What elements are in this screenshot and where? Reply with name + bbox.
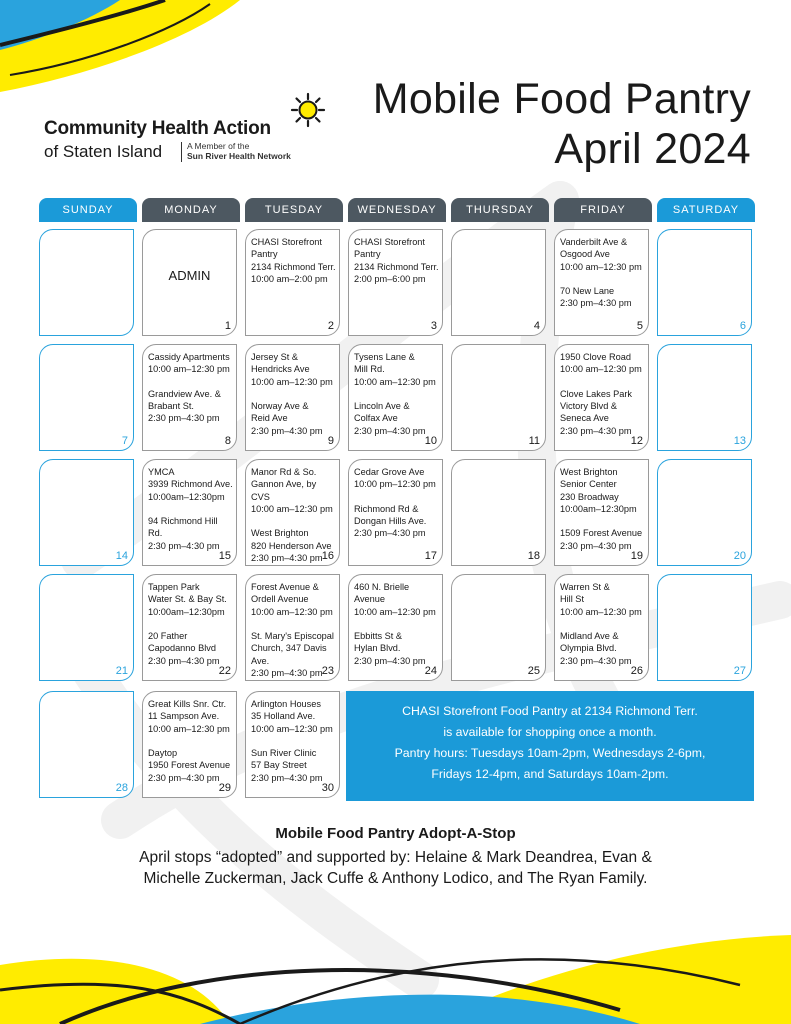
- calendar-day-cell: [142, 574, 237, 681]
- admin-label: ADMIN: [168, 268, 211, 283]
- calendar-day-cell: [142, 459, 237, 566]
- day-schedule: CHASI Storefront Pantry 2134 Richmond Terr. 10:00 am–2:00 pm: [251, 237, 336, 284]
- day-number: 3: [430, 320, 437, 332]
- day-number: 2: [327, 320, 334, 332]
- bottom-blue-swoosh: [200, 995, 640, 1024]
- day-number: 7: [121, 435, 128, 447]
- day-number: 28: [115, 782, 128, 794]
- organization-name: Community Health Action: [44, 118, 271, 139]
- calendar-day-cell: [348, 344, 443, 451]
- calendar-day-cell: [451, 459, 546, 566]
- day-number: 22: [218, 665, 231, 677]
- day-schedule: Arlington Houses 35 Holland Ave. 10:00 am–12:30 pm Sun River Clinic 57 Bay Street 2:30 pm–4:30 pm: [251, 699, 333, 783]
- calendar-day-cell: [245, 574, 340, 681]
- day-header-sunday: SUNDAY: [39, 198, 137, 222]
- calendar-day-cell: [142, 344, 237, 451]
- calendar-day-cell: [554, 344, 649, 451]
- day-number: 10: [424, 435, 437, 447]
- day-number: 1: [224, 320, 231, 332]
- sun-icon: [290, 92, 326, 128]
- day-schedule: Great Kills Snr. Ctr. 11 Sampson Ave. 10:00 am–12:30 pm Daytop 1950 Forest Avenue 2:30 pm–4:30 pm: [148, 699, 231, 783]
- day-number: 30: [321, 782, 334, 794]
- day-schedule: CHASI Storefront Pantry 2134 Richmond Terr. 2:00 pm–6:00 pm: [354, 237, 439, 284]
- day-number: 16: [321, 550, 334, 562]
- calendar-day-cell: [657, 574, 752, 681]
- day-schedule: Tappen Park Water St. & Bay St. 10:00am–12:30pm 20 Father Capodanno Blvd 2:30 pm–4:30 pm: [148, 582, 227, 666]
- bottom-black-line-3: [0, 984, 240, 1024]
- storefront-info-box: [346, 691, 754, 801]
- day-number: 27: [733, 665, 746, 677]
- bottom-black-line: [60, 970, 620, 1024]
- day-number: 9: [327, 435, 334, 447]
- day-number: 6: [739, 320, 746, 332]
- calendar-day-cell: [348, 574, 443, 681]
- day-header-thursday: THURSDAY: [451, 198, 549, 222]
- day-schedule: Cassidy Apartments 10:00 am–12:30 pm Grandview Ave. & Brabant St. 2:30 pm–4:30 pm: [148, 352, 230, 424]
- day-number: 20: [733, 550, 746, 562]
- day-number: 25: [527, 665, 540, 677]
- info-line-1: CHASI Storefront Food Pantry at 2134 Richmond Terr.: [402, 704, 698, 718]
- calendar-day-cell: [451, 574, 546, 681]
- day-header-tuesday: TUESDAY: [245, 198, 343, 222]
- day-number: 19: [630, 550, 643, 562]
- calendar-day-cell: [245, 459, 340, 566]
- calendar-day-cell: [451, 344, 546, 451]
- day-schedule: Cedar Grove Ave 10:00 pm–12:30 pm Richmond Rd & Dongan Hills Ave. 2:30 pm–4:30 pm: [354, 467, 436, 539]
- title-line-2: April 2024: [554, 125, 751, 173]
- day-number: 23: [321, 665, 334, 677]
- adopt-title: Mobile Food Pantry Adopt-A-Stop: [275, 825, 516, 842]
- day-schedule: West Brighton Senior Center 230 Broadway 10:00am–12:30pm 1509 Forest Avenue 2:30 pm–4:30 pm: [560, 467, 643, 551]
- logo-divider: [181, 142, 182, 162]
- day-header-friday: FRIDAY: [554, 198, 652, 222]
- calendar-day-cell: [554, 574, 649, 681]
- calendar-day-cell: [39, 344, 134, 451]
- adopt-body: April stops “adopted” and supported by: Helaine & Mark Deandrea, Evan & Michelle Zuckerman, Jack Cuffe & Anthony Lodico, and The Ryan Family.: [139, 849, 652, 887]
- calendar-day-cell: [245, 691, 340, 798]
- day-schedule: Forest Avenue & Ordell Avenue 10:00 am–12:30 pm St. Mary's Episcopal Church, 347 Davis Ave. 2:30 pm–4:30 pm: [251, 582, 334, 679]
- bottom-yellow-swoosh: [0, 959, 230, 1024]
- calendar-day-cell: [657, 344, 752, 451]
- info-line-4: Fridays 12-4pm, and Saturdays 10am-2pm.: [431, 767, 669, 781]
- day-header-saturday: SATURDAY: [657, 198, 755, 222]
- network-line-1: A Member of the: [187, 141, 250, 151]
- day-schedule: Jersey St & Hendricks Ave 10:00 am–12:30 pm Norway Ave & Reid Ave 2:30 pm–4:30 pm: [251, 352, 333, 436]
- title-line-1: Mobile Food Pantry: [372, 75, 751, 123]
- calendar-day-cell: [39, 229, 134, 336]
- day-number: 17: [424, 550, 437, 562]
- top-yellow-swoosh: [0, 0, 240, 92]
- top-blue-swoosh: [0, 0, 120, 50]
- calendar-day-cell: [245, 229, 340, 336]
- day-number: 26: [630, 665, 643, 677]
- day-number: 5: [636, 320, 643, 332]
- day-number: 21: [115, 665, 128, 677]
- day-number: 12: [630, 435, 643, 447]
- day-schedule: 1950 Clove Road 10:00 am–12:30 pm Clove Lakes Park Victory Blvd & Seneca Ave 2:30 pm–4:30 pm: [560, 352, 642, 436]
- day-schedule: YMCA 3939 Richmond Ave. 10:00am–12:30pm 94 Richmond Hill Rd. 2:30 pm–4:30 pm: [148, 467, 233, 551]
- day-number: 4: [533, 320, 540, 332]
- day-header-monday: MONDAY: [142, 198, 240, 222]
- calendar-day-cell: [554, 459, 649, 566]
- calendar-day-cell: [39, 691, 134, 798]
- calendar-day-cell: [657, 229, 752, 336]
- day-number: 15: [218, 550, 231, 562]
- day-number: 24: [424, 665, 437, 677]
- page-title: [373, 74, 751, 174]
- day-number: 13: [733, 435, 746, 447]
- calendar-day-cell: [554, 229, 649, 336]
- day-number: 8: [224, 435, 231, 447]
- calendar-day-cell: [348, 229, 443, 336]
- calendar-day-cell: [39, 574, 134, 681]
- organization-subtitle: of Staten Island: [44, 142, 163, 161]
- day-number: 11: [528, 435, 540, 447]
- info-line-3: Pantry hours: Tuesdays 10am-2pm, Wednesdays 2-6pm,: [394, 746, 706, 760]
- calendar-day-cell: [39, 459, 134, 566]
- day-header-wednesday: WEDNESDAY: [348, 198, 446, 222]
- calendar-day-cell: [245, 344, 340, 451]
- calendar-day-cell: [348, 459, 443, 566]
- network-line-2: Sun River Health Network: [187, 150, 291, 161]
- day-schedule: Vanderbilt Ave & Osgood Ave 10:00 am–12:30 pm 70 New Lane 2:30 pm–4:30 pm: [560, 237, 642, 309]
- calendar-day-cell: [451, 229, 546, 336]
- info-line-2: is available for shopping once a month.: [443, 725, 657, 739]
- day-schedule: Manor Rd & So. Gannon Ave, by CVS 10:00 am–12:30 pm West Brighton 820 Henderson Ave 2:30 pm–4:30 pm: [251, 467, 333, 564]
- day-schedule: Tysens Lane & Mill Rd. 10:00 am–12:30 pm Lincoln Ave & Colfax Ave 2:30 pm–4:30 pm: [354, 352, 436, 436]
- bottom-black-line-2: [240, 959, 740, 1024]
- calendar-day-cell: [657, 459, 752, 566]
- calendar-day-cell: [142, 691, 237, 798]
- day-schedule: Warren St & Hill St 10:00 am–12:30 pm Midland Ave & Olympia Blvd. 2:30 pm–4:30 pm: [560, 582, 642, 666]
- calendar-day-cell: [142, 229, 237, 336]
- day-schedule: 460 N. Brielle Avenue 10:00 am–12:30 pm Ebbitts St & Hylan Blvd. 2:30 pm–4:30 pm: [354, 582, 436, 666]
- day-number: 18: [527, 550, 540, 562]
- network-label: [187, 142, 307, 161]
- day-number: 14: [115, 550, 128, 562]
- day-number: 29: [218, 782, 231, 794]
- top-black-line-2: [10, 4, 210, 75]
- top-black-line: [0, 0, 165, 45]
- bottom-right-yellow-swoosh: [430, 935, 791, 1024]
